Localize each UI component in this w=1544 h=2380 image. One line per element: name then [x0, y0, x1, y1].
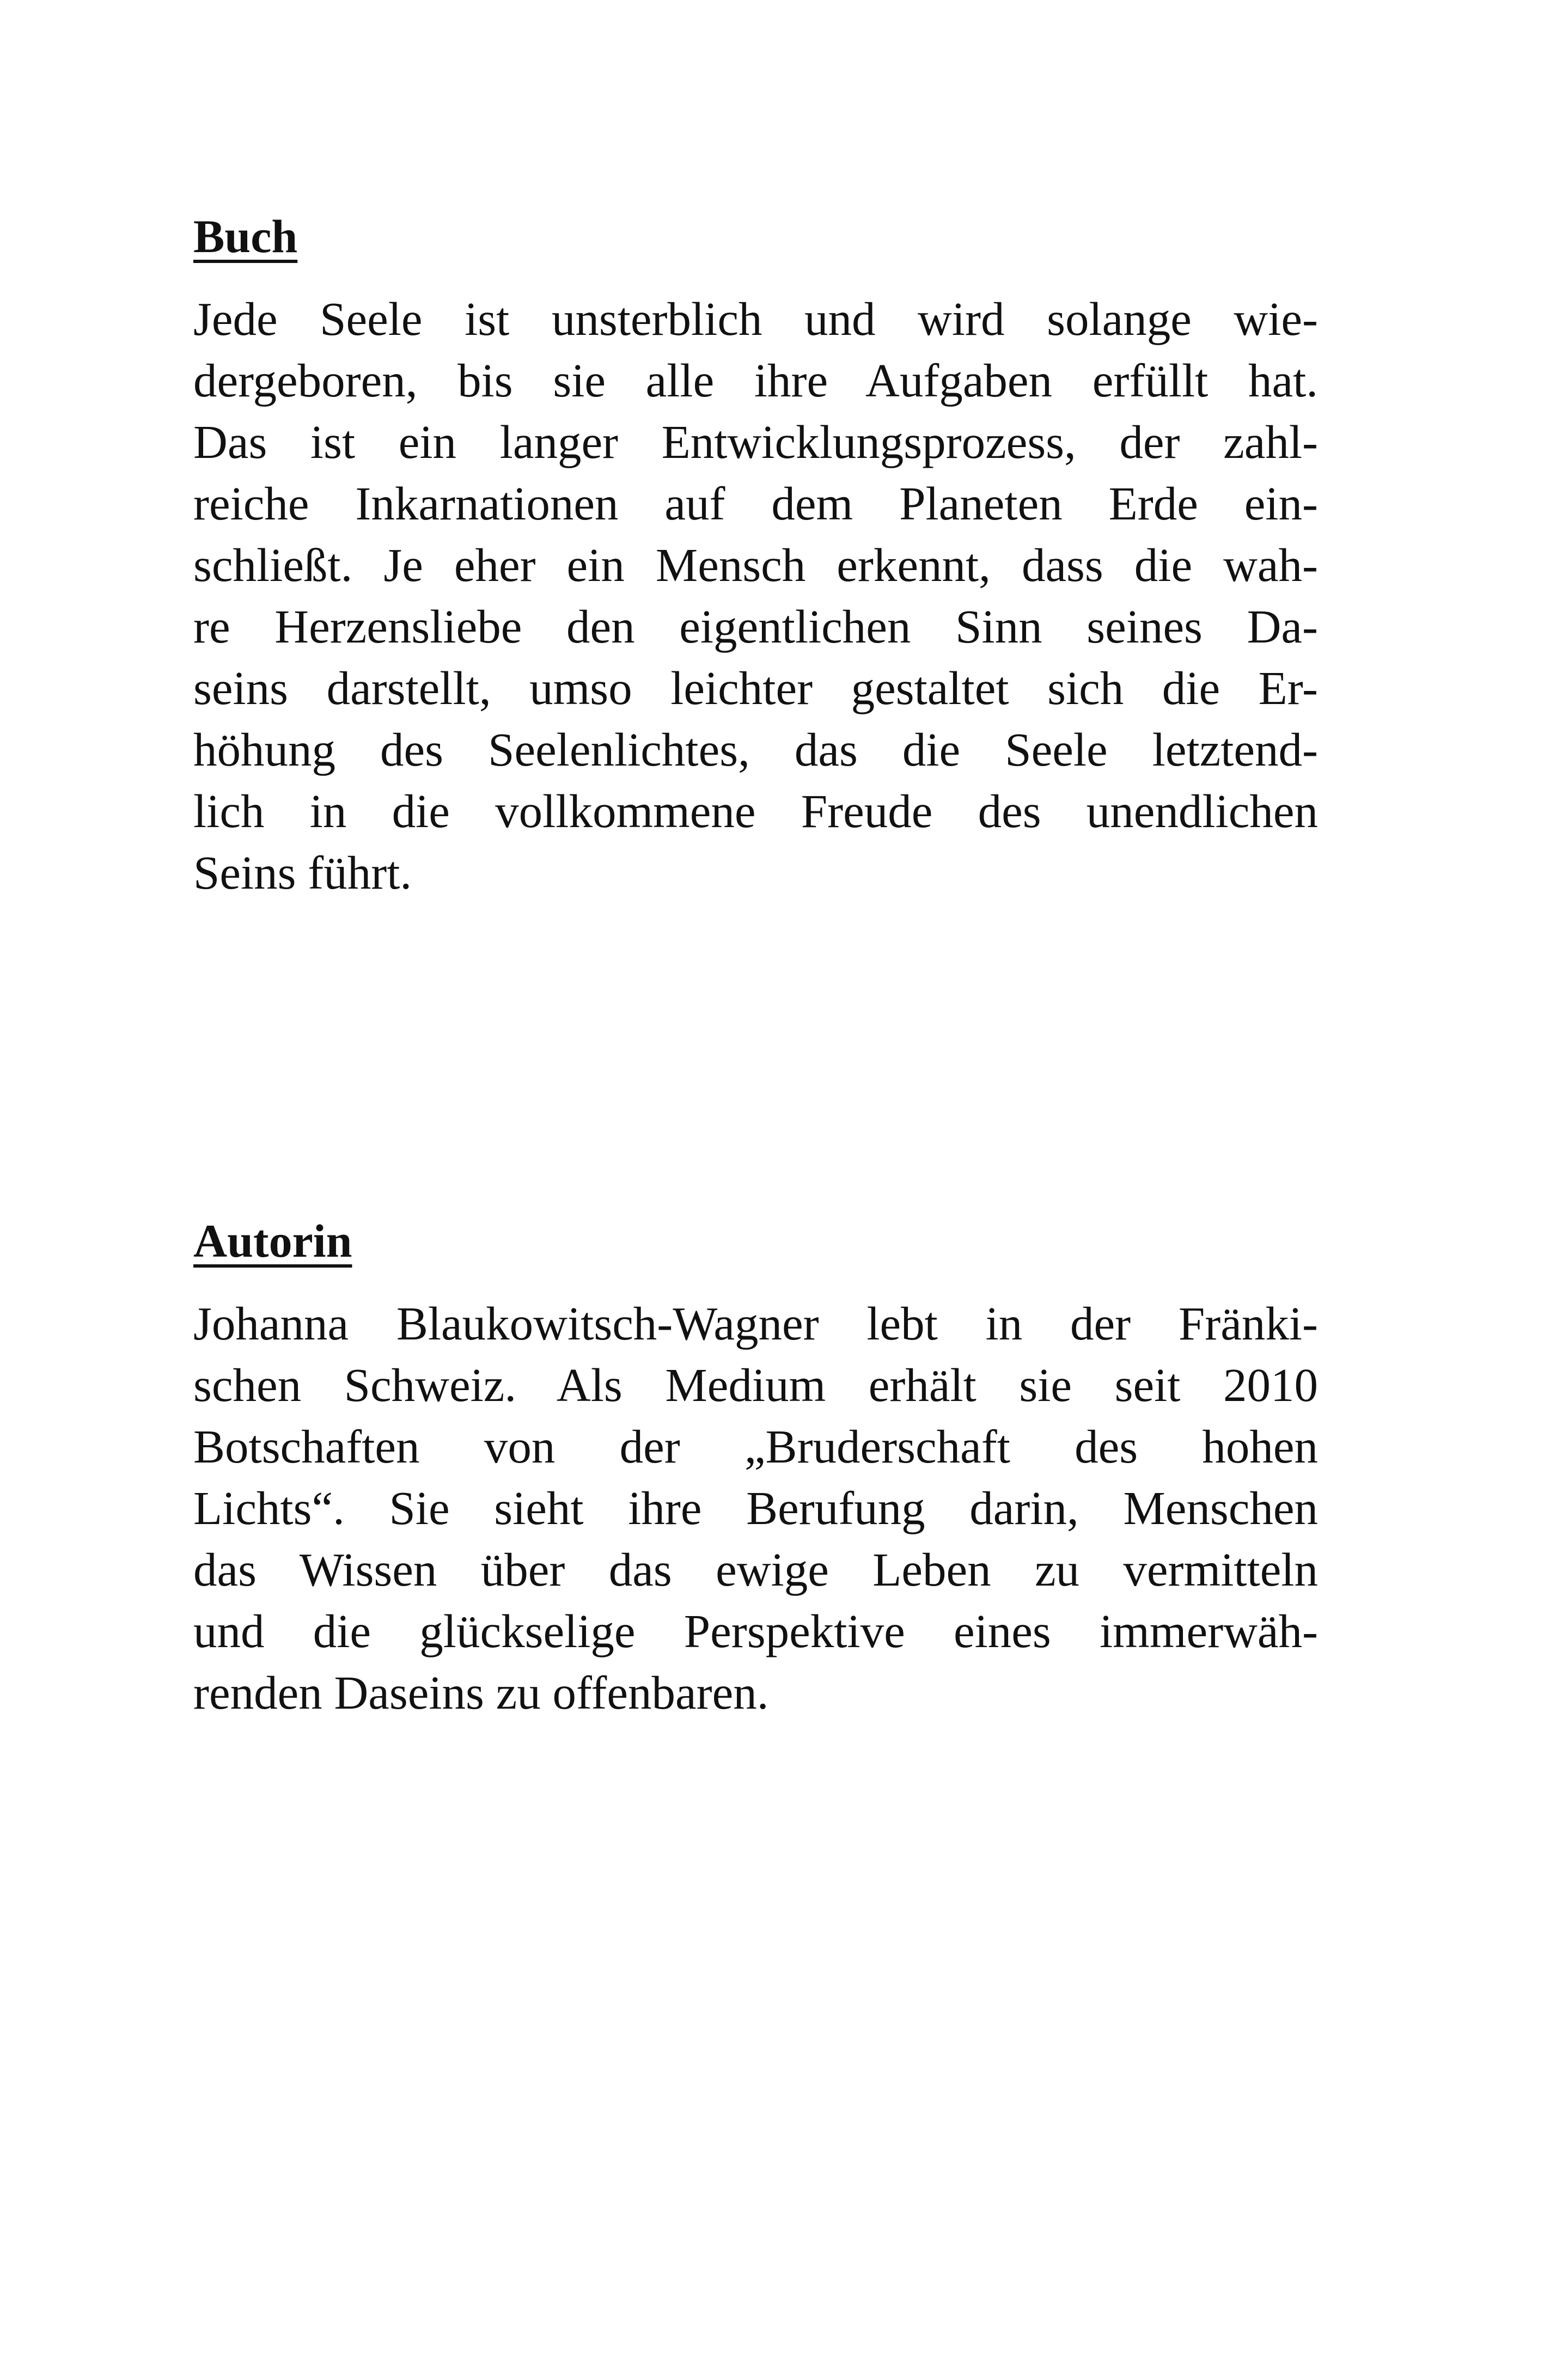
author-line: schen Schweiz. Als Medium erhält sie seit 2010: [193, 1358, 1318, 1411]
author-line: Lichts“. Sie sieht ihre Berufung darin, Menschen: [193, 1481, 1318, 1534]
book-line: reiche Inkarnationen auf dem Planeten Erde ein-: [193, 476, 1318, 530]
book-line: lich in die vollkommene Freude des unendlichen: [193, 784, 1318, 837]
book-line: Das ist ein langer Entwicklungsprozess, der zahl-: [193, 415, 1318, 468]
book-line: höhung des Seelenlichtes, das die Seele letztend-: [193, 723, 1318, 776]
author-section: [193, 1214, 1318, 1723]
author-biography: [193, 1293, 1318, 1723]
book-line: schließt. Je eher ein Mensch erkennt, dass die wah-: [193, 538, 1318, 591]
author-line: Johanna Blaukowitsch-Wagner lebt in der Fränki-: [193, 1296, 1318, 1350]
book-line: dergeboren, bis sie alle ihre Aufgaben erfüllt hat.: [193, 353, 1318, 407]
book-heading: Buch: [193, 210, 298, 262]
book-description: [193, 288, 1318, 903]
author-line: Botschaften von der „Bruderschaft des hohen: [193, 1420, 1318, 1473]
author-line: das Wissen über das ewige Leben zu vermitteln: [193, 1543, 1318, 1596]
author-line: und die glückselige Perspektive eines immerwäh-: [193, 1604, 1318, 1657]
book-line: Seins führt.: [193, 846, 412, 899]
book-line: seins darstellt, umso leichter gestaltet sich die Er-: [193, 661, 1318, 714]
book-section: [193, 210, 1318, 903]
author-heading: Autorin: [193, 1215, 352, 1267]
book-line: Jede Seele ist unsterblich und wird solange wie-: [193, 292, 1318, 345]
author-line: renden Daseins zu offenbaren.: [193, 1666, 769, 1719]
book-line: re Herzensliebe den eigentlichen Sinn seines Da-: [193, 599, 1318, 653]
